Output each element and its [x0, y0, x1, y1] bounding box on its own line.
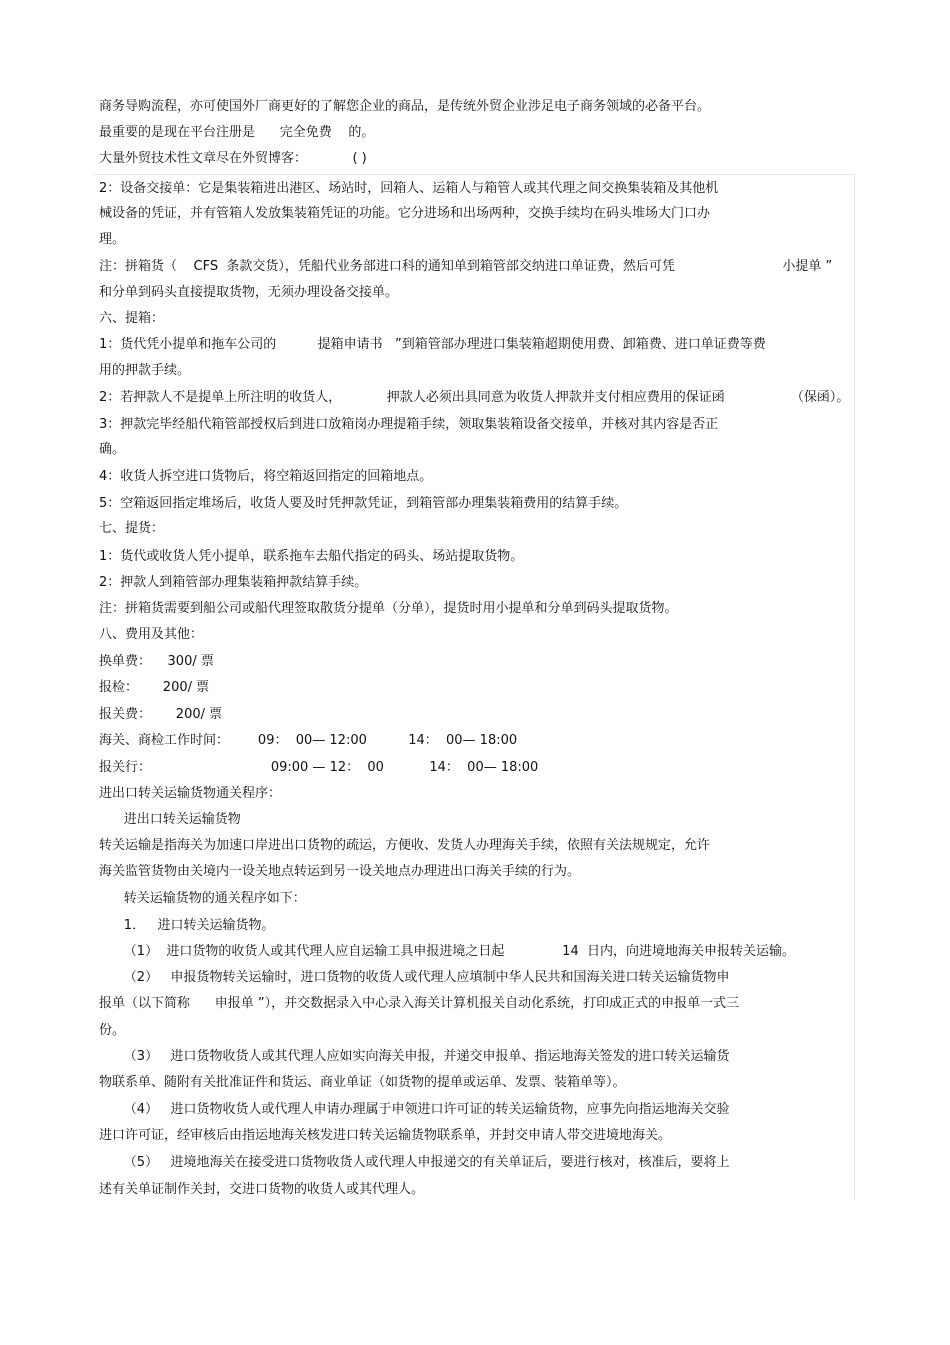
- text-line: 2：设备交接单：它是集装箱进出港区、场站时，回箱人、运箱人与箱管人或其代理之间交换集装箱及其他机: [99, 181, 719, 196]
- section-heading: 六、提箱：: [99, 311, 165, 326]
- text-line: 确。: [99, 442, 126, 457]
- section-heading: 七、提货：: [99, 521, 165, 536]
- text-line: 械设备的凭证，并有管箱人发放集装箱凭证的功能。它分进场和出场两种，交换手续均在码头堆场大门口办: [99, 206, 711, 221]
- text-line: 5：空箱返回指定堆场后，收货人要及时凭押款凭证，到箱管部办理集装箱费用的结算手续。: [99, 496, 628, 511]
- fee-line: 报关费： 200/ 票: [99, 707, 223, 722]
- text-line: （5） 进境地海关在接受进口货物收货人或代理人申报递交的有关单证后，要进行核对，核准后，要将上: [99, 1155, 730, 1170]
- subheading: 进出口转关运输货物: [99, 812, 241, 827]
- text-line: 注：拼箱货（ CFS 条款交货），凭船代业务部进口科的通知单到箱管部交纳进口单证费，然后可凭 小提单 ”: [99, 259, 833, 274]
- text-line: 注：拼箱货需要到船公司或船代理签取散货分提单（分单），提货时用小提单和分单到码头提取货物。: [99, 601, 678, 616]
- text-line: 1：货代或收货人凭小提单，联系拖车去船代指定的码头、场站提取货物。: [99, 549, 524, 564]
- header-line-1: 商务导购流程，亦可使国外厂商更好的了解您企业的商品，是传统外贸企业涉足电子商务领域的必备平台。: [99, 99, 711, 114]
- text-line: 用的押款手续。: [99, 363, 191, 378]
- text-line: 3：押款完毕经船代箱管部授权后到进口放箱岗办理提箱手续，领取集装箱设备交接单，并核对其内容是否正: [99, 417, 719, 432]
- text-line: 4：收货人拆空进口货物后，将空箱返回指定的回箱地点。: [99, 469, 433, 484]
- header-line-2: 最重要的是现在平台注册是 完全免费 的。: [99, 125, 375, 140]
- text-line: 进出口转关运输货物通关程序：: [99, 786, 282, 801]
- text-line: 物联系单、随附有关批准证件和货运、商业单证（如货物的提单或运单、发票、装箱单等）。: [99, 1075, 626, 1090]
- text-line: 海关监管货物由关境内一设关地点转运到另一设关地点办理进出口海关手续的行为。: [99, 864, 581, 879]
- text-line: 报单（以下简称 申报单 ”），并交数据录入中心录入海关计算机报关自动化系统，打印成正式的申报单一式三: [99, 996, 740, 1011]
- text-line: 1． 进口转关运输货物。: [99, 918, 275, 933]
- header-line-3: 大量外贸技术性文章尽在外贸博客： ( ): [99, 151, 367, 166]
- text-line: 转关运输货物的通关程序如下：: [99, 891, 306, 906]
- text-line: 2：若押款人不是提单上所注明的收货人， 押款人必须出具同意为收货人押款并支付相应费用的保证函 （保函）。: [99, 390, 850, 405]
- text-line: （1） 进口货物的收货人或其代理人应自运输工具申报进境之日起 14 日内，向进境地海关申报转关运输。: [99, 944, 795, 959]
- text-line: 2：押款人到箱管部办理集装箱押款结算手续。: [99, 575, 368, 590]
- text-line: 转关运输是指海关为加速口岸进出口货物的疏运，方便收、发货人办理海关手续，依照有关法规规定，允许: [99, 838, 711, 853]
- text-line: （4） 进口货物收货人或代理人申请办理属于申领进口许可证的转关运输货物，应事先向指运地海关交验: [99, 1102, 730, 1117]
- text-line: （2） 申报货物转关运输时，进口货物的收货人或代理人应填制中华人民共和国海关进口转关运输货物申: [99, 970, 730, 985]
- fee-line: 报检： 200/ 票: [99, 680, 210, 695]
- hours-line: 海关、商检工作时间： 09： 00— 12:00 14： 00— 18:00: [99, 733, 518, 748]
- text-line: 述有关单证制作关封，交进口货物的收货人或其代理人。: [99, 1182, 425, 1197]
- text-line: 份。: [99, 1023, 126, 1038]
- text-line: 理。: [99, 232, 126, 247]
- hours-line: 报关行： 09:00 — 12： 00 14： 00— 18:00: [99, 760, 539, 775]
- text-line: 1：货代凭小提单和拖车公司的 提箱申请书 ”到箱管部办理进口集装箱超期使用费、卸箱费、进口单证费等费: [99, 337, 766, 352]
- text-line: （3） 进口货物收货人或其代理人应如实向海关申报，并递交申报单、指运地海关签发的进口转关运输货: [99, 1049, 730, 1064]
- text-line: 进口许可证，经审核后由指运地海关核发进口转关运输货物联系单，并封交申请人带交进境地海关。: [99, 1128, 672, 1143]
- section-heading: 八、费用及其他：: [99, 627, 204, 642]
- fee-line: 换单费： 300/ 票: [99, 654, 214, 669]
- text-line: 和分单到码头直接提取货物，无须办理设备交接单。: [99, 285, 399, 300]
